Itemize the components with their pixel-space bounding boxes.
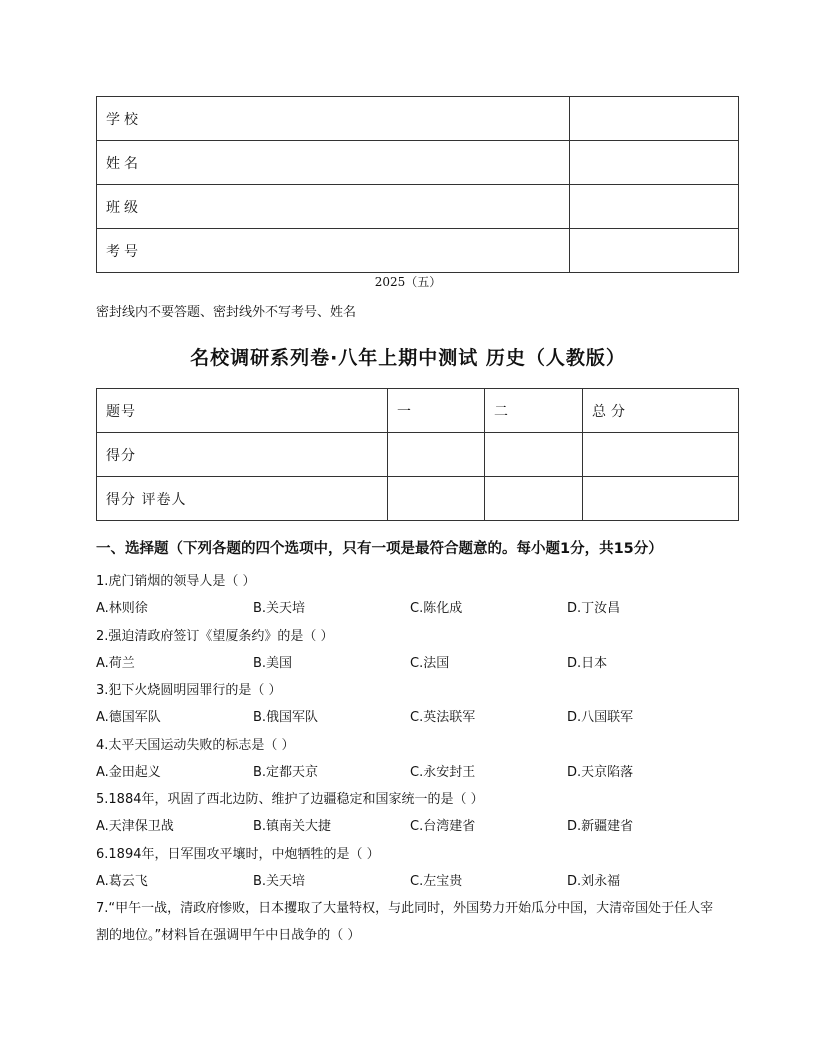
question-stem: 6.1894年，日军围攻平壤时，中炮牺牲的是（ ） — [96, 846, 380, 862]
option-row — [96, 595, 736, 623]
score-row — [97, 433, 739, 477]
option-d[interactable]: D.刘永福 — [567, 873, 621, 889]
question-list — [96, 568, 736, 949]
info-value-field[interactable] — [570, 185, 739, 229]
info-row-school — [97, 97, 739, 141]
info-label: 学校 — [97, 97, 570, 141]
score-header-cell: 总分 — [583, 389, 739, 433]
seal-notice: 密封线内不要答题、密封线外不写考号、姓名 — [96, 305, 357, 320]
score-cell[interactable] — [388, 477, 485, 521]
score-cell[interactable] — [485, 433, 583, 477]
year-label: 2025（五） — [374, 275, 442, 289]
question-item — [96, 841, 736, 896]
option-d[interactable]: D.八国联军 — [567, 710, 634, 725]
exam-title: 名校调研系列卷·八年上期中测试 历史（人教版） — [190, 347, 626, 369]
info-row-name — [97, 141, 739, 185]
info-value-field[interactable] — [570, 141, 739, 185]
option-b[interactable]: B.关天培 — [253, 601, 306, 616]
score-header-cell: 一 — [388, 389, 485, 433]
option-a[interactable]: A.德国军队 — [96, 710, 161, 725]
option-c[interactable]: C.永安封王 — [410, 764, 476, 780]
info-row-class — [97, 185, 739, 229]
question-item — [96, 732, 736, 787]
question-item — [96, 623, 736, 678]
option-d[interactable]: D.日本 — [567, 655, 608, 671]
score-cell[interactable] — [485, 477, 583, 521]
option-c[interactable]: C.法国 — [410, 655, 450, 671]
option-c[interactable]: C.台湾建省 — [410, 819, 476, 834]
info-value-field[interactable] — [570, 97, 739, 141]
score-header-cell: 题号 — [97, 389, 388, 433]
option-row — [96, 704, 736, 732]
question-stem: 3.犯下火烧圆明园罪行的是（ ） — [96, 683, 282, 698]
option-d[interactable]: D.新疆建省 — [567, 819, 634, 834]
option-b[interactable]: B.俄国军队 — [253, 710, 319, 725]
info-label: 考号 — [97, 229, 570, 273]
score-header-cell: 二 — [485, 389, 583, 433]
score-cell[interactable] — [583, 433, 739, 477]
score-row-label: 得分 评卷人 — [97, 477, 388, 521]
option-row — [96, 813, 736, 841]
option-c[interactable]: C.左宝贵 — [410, 873, 463, 889]
score-cell[interactable] — [388, 433, 485, 477]
question-item — [96, 677, 736, 732]
section-heading: 一、选择题（下列各题的四个选项中，只有一项是最符合题意的。每小题1分，共15分） — [96, 541, 663, 557]
option-a[interactable]: A.葛云飞 — [96, 873, 148, 889]
student-info-table — [96, 96, 739, 273]
option-a[interactable]: A.天津保卫战 — [96, 819, 174, 834]
score-table — [96, 388, 739, 521]
option-row — [96, 759, 736, 787]
option-b[interactable]: B.定都天京 — [253, 764, 319, 780]
option-c[interactable]: C.陈化成 — [410, 601, 463, 616]
question-item — [96, 568, 736, 623]
option-b[interactable]: B.关天培 — [253, 873, 306, 889]
score-row — [97, 477, 739, 521]
option-a[interactable]: A.林则徐 — [96, 601, 148, 616]
option-a[interactable]: A.金田起义 — [96, 764, 161, 780]
option-d[interactable]: D.丁汝昌 — [567, 601, 621, 616]
info-value-field[interactable] — [570, 229, 739, 273]
question-stem: 5.1884年，巩固了西北边防、维护了边疆稳定和国家统一的是（ ） — [96, 792, 484, 807]
question-7-stem: 7.“甲午一战，清政府惨败，日本攫取了大量特权，与此同时，外国势力开始瓜分中国，大清帝国处于任人宰割的地位。”材料旨在强调甲午中日战争的（ ） — [96, 901, 714, 943]
option-c[interactable]: C.英法联军 — [410, 710, 476, 725]
question-stem: 1.虎门销烟的领导人是（ ） — [96, 574, 256, 589]
score-header-row — [97, 389, 739, 433]
info-label: 班级 — [97, 185, 570, 229]
score-cell[interactable] — [583, 477, 739, 521]
option-b[interactable]: B.美国 — [253, 655, 293, 671]
info-row-exam-number — [97, 229, 739, 273]
option-row — [96, 650, 736, 678]
option-d[interactable]: D.天京陷落 — [567, 764, 634, 780]
option-a[interactable]: A.荷兰 — [96, 655, 135, 671]
question-item — [96, 786, 736, 841]
question-stem: 2.强迫清政府签订《望厦条约》的是（ ） — [96, 628, 334, 644]
question-stem: 4.太平天国运动失败的标志是（ ） — [96, 737, 295, 753]
score-row-label: 得分 — [97, 433, 388, 477]
option-row — [96, 868, 736, 896]
option-b[interactable]: B.镇南关大捷 — [253, 819, 332, 834]
info-label: 姓名 — [97, 141, 570, 185]
